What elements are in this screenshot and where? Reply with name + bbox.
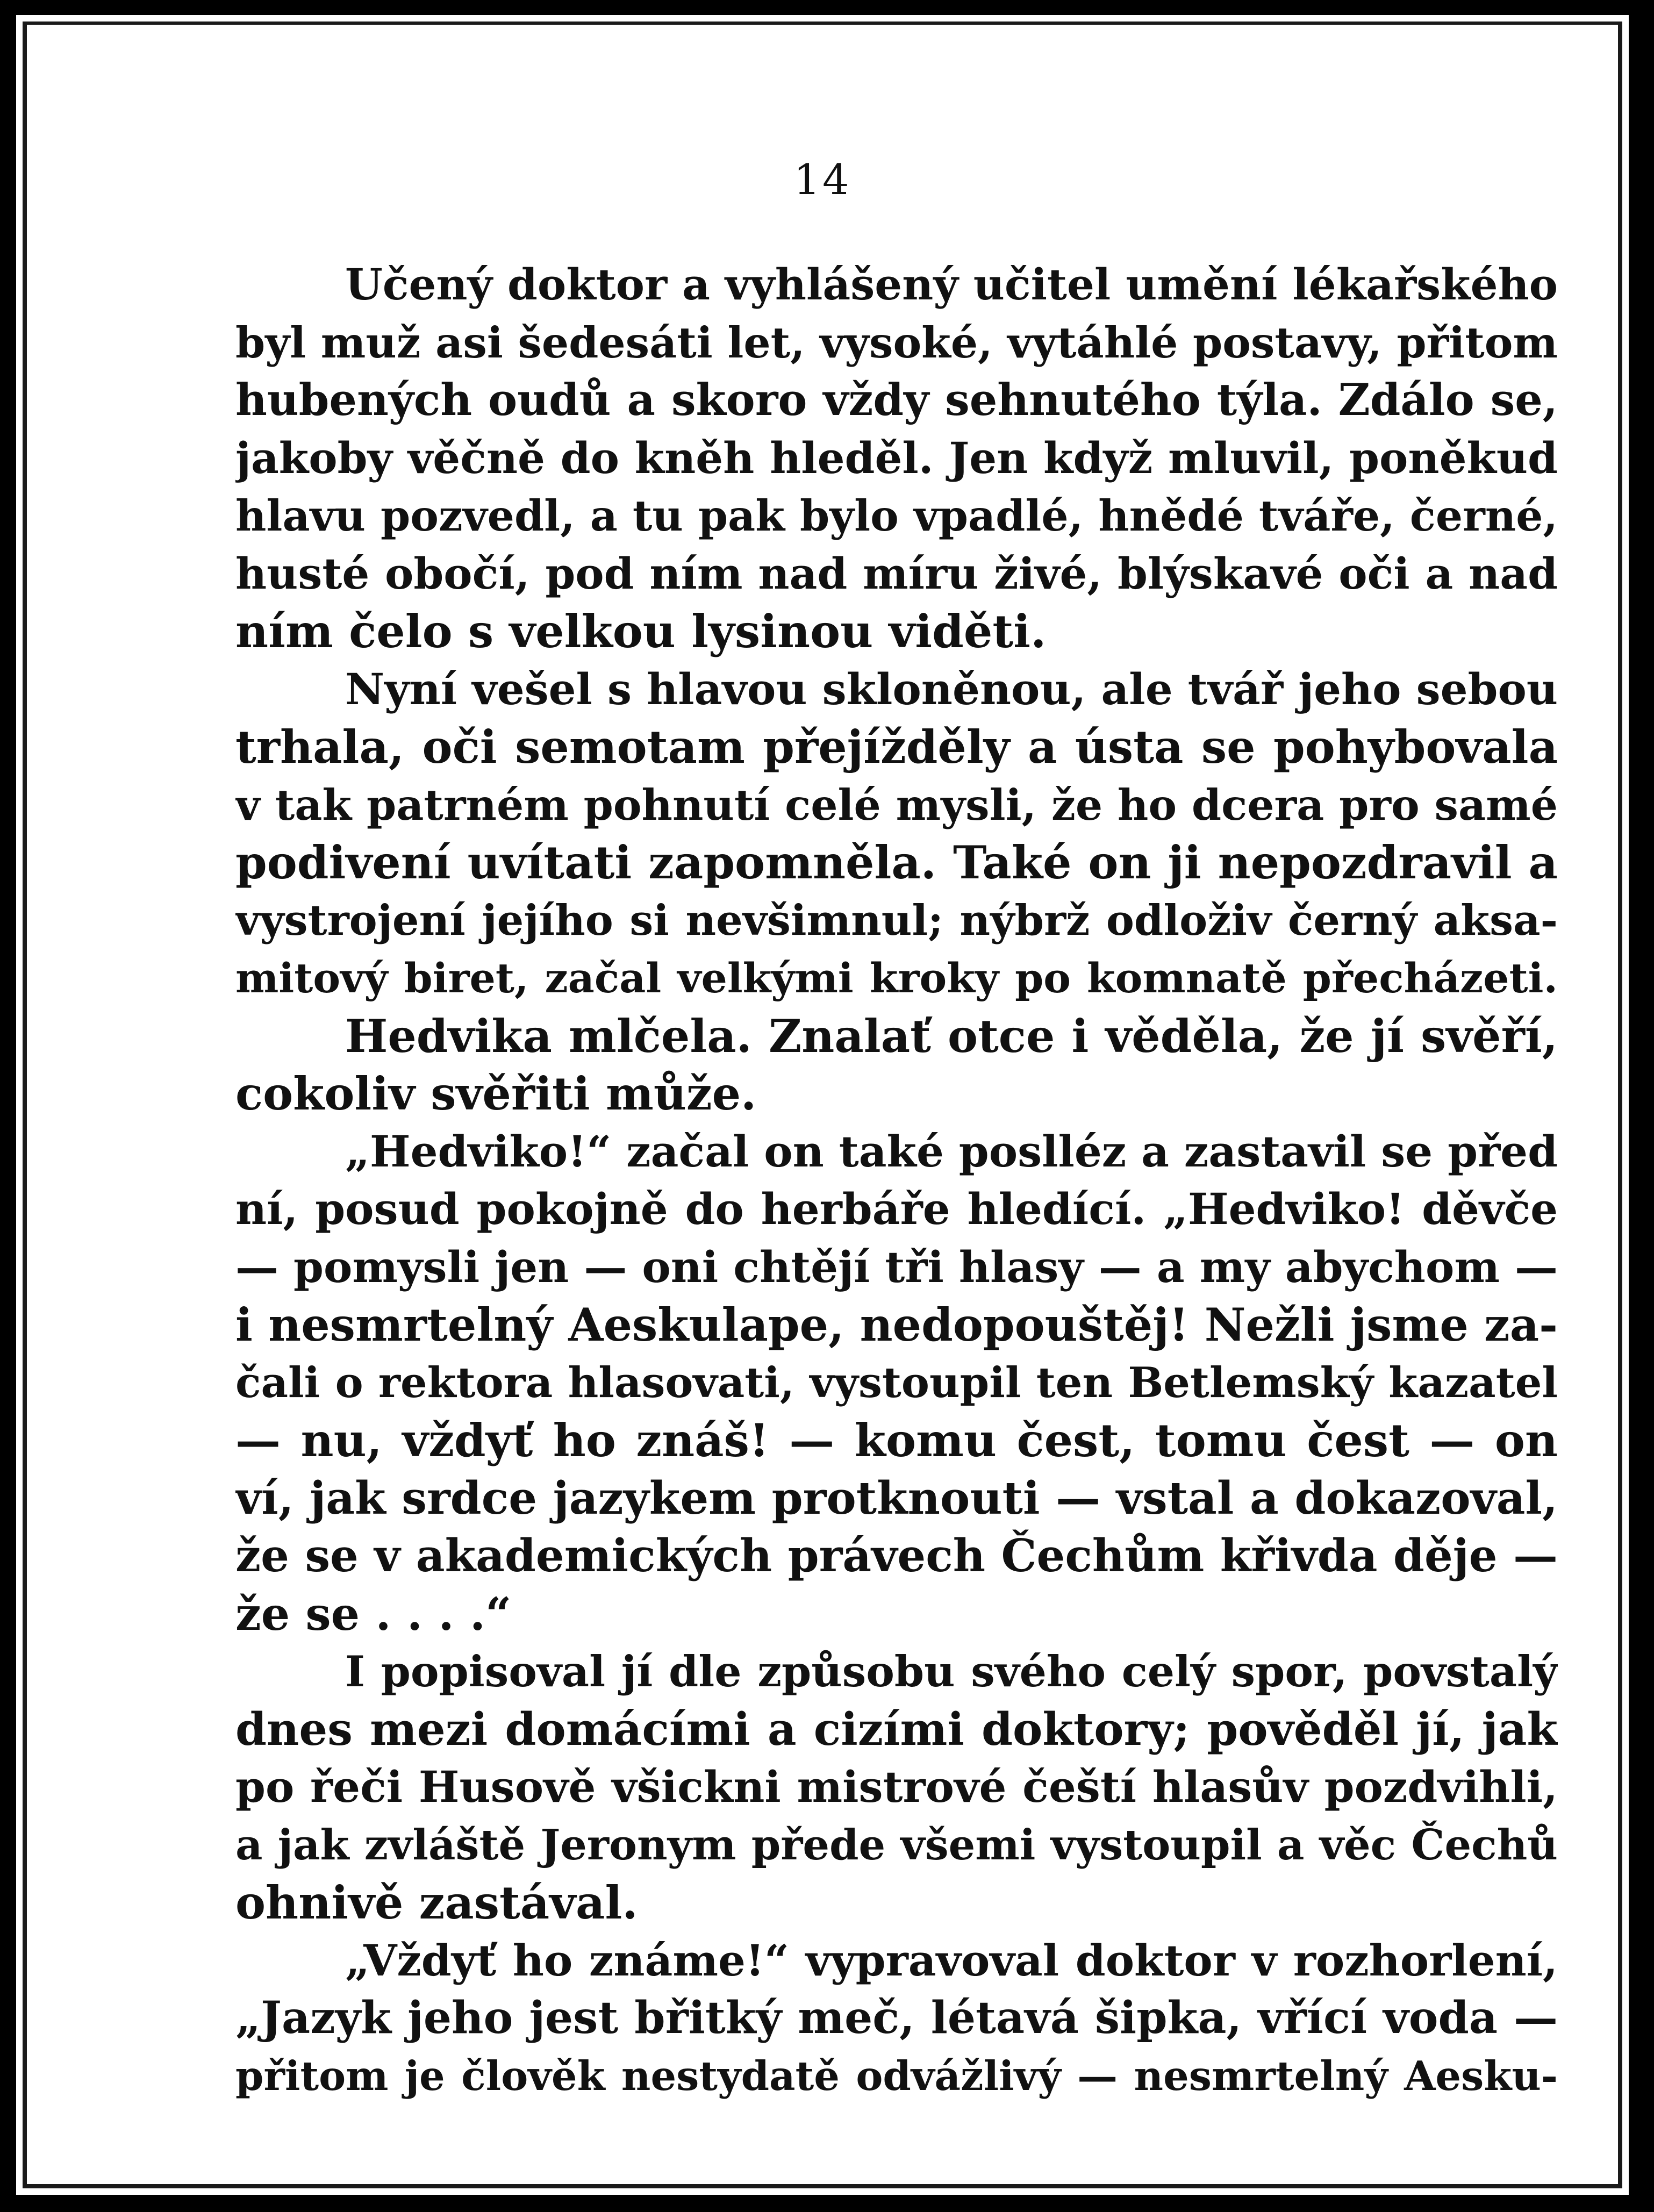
paragraph — [235, 1643, 1558, 1932]
text-line: „Hedviko!“ začal on také poslléz a zastavil se před — [345, 1126, 1558, 1177]
text-line: i nesmrtelný Aeskulape, nedopouštěj! Nežli jsme za- — [235, 1298, 1558, 1351]
text-line: podivení uvítati zapomněla. Také on ji nepozdravil a — [235, 836, 1558, 889]
text-line: přitom je člověk nestydatě odvážlivý — nesmrtelný Aesku- — [235, 2052, 1558, 2100]
text-line: ním čelo s velkou lysinou viděti. — [235, 605, 1047, 658]
page-number: 14 — [793, 156, 851, 204]
text-line: ní, posud pokojně do herbáře hledící. „Hedviko! děvče — [235, 1184, 1558, 1234]
text-line: ví, jak srdce jazykem protknouti — vstal a dokazoval, — [235, 1471, 1558, 1524]
text-line: v tak patrném pohnutí celé mysli, že ho dcera pro samé — [235, 779, 1558, 830]
text-line: „Jazyk jeho jest břitký meč, létavá šipka, vřící voda — — [235, 1992, 1558, 2044]
text-line: husté obočí, pod ním nad míru živé, blýskavé oči a nad — [235, 548, 1558, 599]
paragraph — [235, 1932, 1558, 2106]
text-line: jakoby věčně do kněh hleděl. Jen když mluvil, poněkud — [235, 432, 1558, 483]
paragraph — [235, 1123, 1558, 1643]
text-line: a jak zvláště Jeronym přede všemi vystoupil a věc Čechů — [235, 1820, 1558, 1870]
text-line: byl muž asi šedesáti let, vysoké, vytáhlé postavy, přitom — [235, 317, 1558, 368]
text-line: čali o rektora hlasovati, vystoupil ten Betlemský kazatel — [235, 1358, 1558, 1407]
paragraph — [235, 256, 1558, 661]
text-line: hubených oudů a skoro vždy sehnutého týla. Zdálo se, — [235, 375, 1558, 426]
text-line: mitový biret, začal velkými kroky po komnatě přecházeti. — [235, 954, 1558, 1002]
text-line: Hedvika mlčela. Znalať otce i věděla, že jí svěří, — [345, 1009, 1558, 1063]
text-line: po řeči Husově všickni mistrové čeští hlasův pozdvihli, — [235, 1762, 1558, 1812]
text-line: Učený doktor a vyhlášený učitel umění lékařského — [345, 259, 1558, 310]
text-line: — nu, vždyť ho znáš! — komu čest, tomu čest — on — [235, 1414, 1558, 1467]
text-line: vystrojení jejího si nevšimnul; nýbrž odloživ černý aksa- — [235, 896, 1558, 945]
text-line: „Vždyť ho známe!“ vypravoval doktor v rozhorlení, — [345, 1935, 1558, 1986]
text-line: cokoliv svěřiti může. — [235, 1067, 757, 1120]
text-line: že se . . . .“ — [235, 1587, 512, 1641]
book-page — [16, 15, 1629, 2195]
text-line: Nyní vešel s hlavou skloněnou, ale tvář jeho sebou — [345, 663, 1558, 714]
text-line: že se v akademických právech Čechům křivda děje — — [235, 1529, 1558, 1582]
paragraph — [235, 1007, 1558, 1123]
text-line: trhala, oči semotam přejížděly a ústa se pohybovala — [235, 720, 1558, 774]
paragraph — [235, 661, 1558, 1007]
text-line: ohnivě zastával. — [235, 1876, 638, 1929]
body-text — [235, 256, 1558, 2105]
text-line: hlavu pozvedl, a tu pak bylo vpadlé, hnědé tváře, černé, — [235, 491, 1558, 541]
text-line: — pomysli jen — oni chtějí tři hlasy — a my abychom — — [235, 1241, 1558, 1292]
text-line: I popisoval jí dle způsobu svého celý spor, povstalý — [345, 1647, 1558, 1696]
text-line: dnes mezi domácími a cizími doktory; pověděl jí, jak — [235, 1702, 1558, 1756]
